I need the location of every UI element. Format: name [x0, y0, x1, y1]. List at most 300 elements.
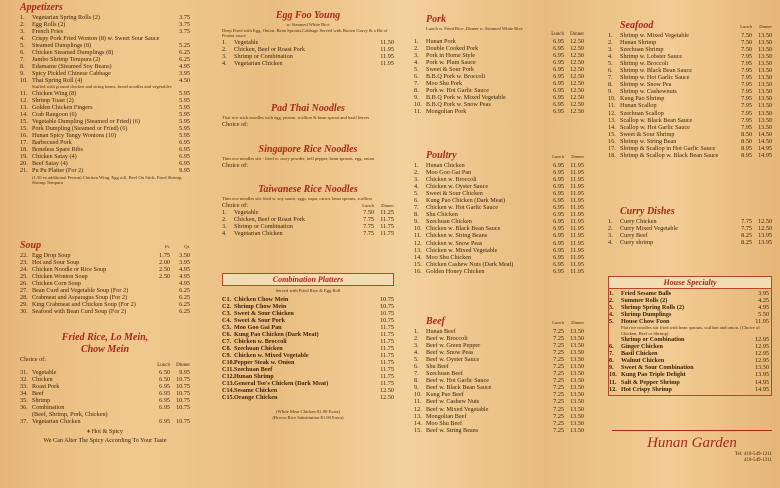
item-number: 5. — [414, 65, 419, 73]
item-name: Kung Pao Chicken (Dark Meat) — [426, 197, 506, 205]
menu-item — [609, 336, 769, 343]
menu-item — [414, 363, 584, 370]
item-price-lunch: 6.95 — [553, 162, 564, 169]
item-number: 8. — [608, 81, 613, 89]
item-price-dinner: 13.50 — [758, 81, 772, 89]
menu-item — [414, 370, 584, 377]
menu-item — [222, 387, 394, 394]
item-number: 7. — [20, 56, 25, 64]
item-price-lunch: 2.50 — [159, 266, 170, 274]
item-name: Shu Chicken — [426, 211, 458, 219]
item-price-dinner: 14.95 — [758, 151, 772, 159]
item-number: 2. — [414, 169, 419, 177]
item-name: Sweet & Sour Pork — [426, 65, 474, 73]
hot-spicy-label: Hot & Spicy — [91, 428, 123, 436]
menu-item — [414, 413, 584, 420]
item-price: 4.95 — [179, 63, 190, 71]
item-price-lunch: 6.95 — [159, 397, 170, 405]
menu-item — [20, 56, 190, 63]
item-number: 7. — [414, 204, 419, 212]
item-number: 18. — [608, 151, 616, 159]
item-name: Shrimp or Combination — [621, 336, 685, 344]
menu-item — [414, 59, 584, 66]
item-number: 13. — [20, 104, 28, 112]
item-number: 24. — [20, 266, 28, 274]
menu-item — [414, 45, 584, 52]
beef-heading: Beef — [426, 316, 445, 327]
menu-item — [608, 131, 772, 138]
menu-item — [20, 28, 190, 35]
item-price-lunch: 6.95 — [553, 86, 564, 94]
item-number: 34. — [20, 390, 28, 398]
item-name: Seafood with Bean Curd Soup (For 2) — [32, 308, 127, 316]
item-price-lunch: 6.95 — [553, 37, 564, 45]
item-name: Shrimp w. String Bean — [620, 137, 677, 145]
item-name: Boneless Spare Ribs — [32, 146, 83, 154]
item-name: Shrimp Dumplings — [621, 311, 672, 319]
item-name: Shrimp or Combination — [234, 52, 293, 60]
item-number: C3. — [222, 309, 232, 317]
item-name: Shrimp w. Snow Pea — [620, 81, 672, 89]
menu-item — [222, 209, 394, 216]
item-name: Walnut Chicken — [621, 357, 665, 365]
item-price: 3.95 — [179, 70, 190, 78]
phone-1: Tel: 410-549-1211 — [734, 452, 772, 457]
item-name: Beef w. String Beans — [426, 426, 479, 434]
item-number: 5. — [20, 42, 25, 50]
item-price-lunch: 7.50 — [363, 208, 374, 216]
item-price: 11.75 — [380, 351, 394, 359]
item-price-dinner: 12.50 — [570, 72, 584, 80]
taiwanese-list — [222, 209, 394, 237]
item-number: 4. — [608, 239, 613, 247]
menu-item — [414, 101, 584, 108]
menu-item — [609, 318, 769, 325]
item-price-dinner: 13.50 — [758, 123, 772, 131]
item-number: 1. — [608, 218, 613, 225]
menu-item — [414, 211, 584, 218]
menu-item — [414, 190, 584, 197]
item-price-dinner: 13.95 — [758, 232, 772, 240]
item-name: Pepper Steak w. Onion — [234, 358, 295, 366]
item-name: Chicken Noodle or Rice Soup — [32, 266, 107, 274]
menu-item — [20, 146, 190, 153]
item-name: Pu Pu Platter (For 2) — [32, 167, 84, 175]
item-name: Chicken w. Broccoli — [234, 337, 287, 345]
item-price-dinner: 6.25 — [179, 308, 190, 316]
item-name: Chicken, Beef or Roast Pork — [234, 45, 305, 53]
menu-item — [414, 349, 584, 356]
item-price-dinner: 11.95 — [570, 190, 584, 198]
item-price-dinner: 6.25 — [179, 294, 190, 302]
item-price-lunch: 7.25 — [553, 363, 564, 371]
menu-item — [414, 94, 584, 101]
chili-icon: ♦ — [86, 428, 91, 436]
egg-foo-young-sub: w. Steamed White Rice — [286, 22, 330, 27]
item-name: Bean Curd and Vegetable Soup (For 2) — [32, 287, 129, 295]
item-number: 8. — [414, 211, 419, 219]
item-number: 30. — [20, 308, 28, 316]
item-name: Szechuan Chicken — [426, 218, 472, 226]
item-number: 23. — [20, 259, 28, 267]
item-number: 1. — [222, 38, 227, 46]
item-name: Chicken Wing (8) — [32, 89, 77, 97]
item-price-lunch: 7.95 — [741, 60, 752, 68]
item-number: C10. — [222, 358, 235, 366]
menu-item — [609, 290, 769, 297]
menu-item — [222, 310, 394, 317]
item-number: 36. — [20, 404, 28, 412]
item-number: 6. — [414, 72, 419, 80]
item-price-lunch: 7.25 — [553, 412, 564, 420]
item-number: 28. — [20, 294, 28, 302]
menu-item — [414, 73, 584, 80]
pad-thai-choice: Choice of: — [222, 120, 248, 128]
item-name: Kung Pao Shrimp — [620, 95, 665, 103]
menu-item — [414, 328, 584, 335]
item-price-lunch: 7.95 — [741, 109, 752, 117]
item-name: Curry shrimp — [620, 239, 654, 247]
item-name: Hunan Spicy Tangy Wontons (10) — [32, 132, 117, 140]
pork-sub: Lunch w. Fried Rice, Dinner w. Steamed White Rice — [426, 26, 523, 31]
menu-item — [20, 287, 190, 294]
item-number: 15. — [20, 118, 28, 126]
menu-item — [414, 342, 584, 349]
item-name: Beef w. Hot Garlic Sauce — [426, 377, 489, 385]
item-price-dinner: 12.50 — [570, 65, 584, 73]
item-price-dinner: 13.50 — [758, 88, 772, 96]
menu-item — [20, 125, 190, 132]
item-name: Hot Crispy Shrimp — [621, 385, 672, 393]
item-price-lunch: 2.00 — [159, 259, 170, 267]
menu-item — [414, 169, 584, 176]
item-number: C7. — [222, 337, 232, 345]
item-price-dinner: 13.50 — [758, 53, 772, 61]
menu-item — [20, 280, 190, 287]
item-name: Golden Chicken Fingers — [32, 104, 93, 112]
menu-item — [608, 81, 772, 88]
egg-foo-young-section — [222, 10, 394, 67]
item-number: 11. — [414, 232, 422, 240]
menu-item — [608, 39, 772, 46]
item-name: Kung Pao Triple Delight — [621, 371, 686, 379]
item-name: Shrimp w. Black Bean Sauce — [620, 67, 692, 75]
seafood-col-dinner: Dinner — [759, 24, 772, 29]
item-price-lunch: 6.50 — [159, 369, 170, 377]
item-number: 32. — [20, 376, 28, 384]
item-price-lunch: 7.25 — [553, 356, 564, 364]
item-price: 12.50 — [380, 387, 394, 395]
item-number: 17. — [20, 139, 28, 147]
item-name: Moo Goo Gai Pan — [234, 323, 282, 331]
item-price: 12.95 — [755, 336, 769, 344]
menu-item — [222, 338, 394, 345]
menu-item — [222, 296, 394, 303]
item-name: Sweet & Sour Shrimp — [620, 130, 675, 138]
item-name: Moo Shu Pork — [426, 79, 463, 87]
item-name: Vegetarian Chicken — [234, 59, 283, 67]
menu-item — [222, 366, 394, 373]
phone-2: 410-549-1311 — [743, 458, 772, 463]
menu-item — [609, 304, 769, 311]
item-price-dinner: 14.95 — [758, 144, 772, 152]
item-number: 6. — [20, 49, 25, 57]
item-number: 26. — [20, 280, 28, 288]
menu-item — [414, 87, 584, 94]
item-number: 13. — [414, 246, 422, 254]
item-name: Chicken w. String Beans — [426, 232, 488, 240]
item-number: 4. — [222, 59, 227, 67]
item-price-dinner: 11.95 — [570, 225, 584, 233]
item-price-lunch: 7.95 — [741, 102, 752, 110]
item-number: 11. — [609, 378, 617, 386]
item-price-dinner: 11.75 — [380, 222, 394, 230]
item-number: 6. — [609, 343, 614, 351]
item-name: Combination — [32, 404, 65, 412]
item-price-lunch: 7.75 — [363, 222, 374, 230]
restaurant-name: Hunan Garden — [647, 435, 737, 451]
item-price: 12.50 — [380, 394, 394, 402]
item-price-dinner: 11.25 — [380, 208, 394, 216]
menu-item — [20, 397, 190, 404]
item-price-dinner: 13.50 — [758, 116, 772, 124]
item-price-dinner: 12.50 — [570, 86, 584, 94]
item-name: French Fries — [32, 28, 64, 36]
menu-item — [20, 369, 190, 376]
item-number: 8. — [20, 63, 25, 71]
item-price-lunch: 8.50 — [741, 137, 752, 145]
item-price-dinner: 10.75 — [176, 404, 190, 412]
item-price: 13.50 — [755, 364, 769, 372]
menu-item — [20, 294, 190, 301]
item-price-lunch: 7.95 — [741, 116, 752, 124]
seafood-heading: Seafood — [620, 20, 654, 31]
menu-item — [608, 152, 772, 159]
item-number: 22. — [20, 252, 28, 259]
item-number: 1. — [414, 162, 419, 169]
item-number: 16. — [20, 132, 28, 140]
item-price: 5.95 — [179, 97, 190, 105]
item-number: 5. — [414, 356, 419, 364]
item-name: Beef Satay (4) — [32, 160, 68, 168]
item-price-lunch: 7.25 — [553, 391, 564, 399]
item-price-dinner: 3.50 — [179, 252, 190, 259]
item-price-lunch: 7.25 — [553, 384, 564, 392]
item-number: 21. — [20, 167, 28, 175]
item-price-dinner: 13.50 — [570, 384, 584, 392]
item-price-dinner: 13.50 — [758, 67, 772, 75]
singapore-choice: Choice of: — [222, 161, 248, 169]
menu-item — [414, 268, 584, 275]
item-name: Chicken w. Snow Peas — [426, 239, 483, 247]
item-number: C13. — [222, 380, 235, 388]
item-number: 12. — [414, 405, 422, 413]
item-name: Steamed Dumplings (8) — [32, 42, 92, 50]
item-name: Chicken w. Broccoli — [426, 176, 477, 184]
item-price-lunch: 7.50 — [741, 46, 752, 54]
menu-item — [20, 111, 190, 118]
menu-item — [608, 138, 772, 145]
menu-item — [20, 35, 190, 42]
egg-foo-young-list — [222, 39, 394, 67]
menu-item — [414, 247, 584, 254]
item-name: Mongolian Beef — [426, 412, 467, 420]
fried-rice-col-lunch: Lunch — [157, 363, 170, 369]
item-name: Beef w. Black Bean Sauce — [426, 384, 492, 392]
poultry-section — [414, 150, 584, 275]
item-price-dinner: 12.50 — [570, 100, 584, 108]
item-price: 12.95 — [755, 350, 769, 358]
item-price-dinner: 13.50 — [570, 419, 584, 427]
item-name: Shrimp or Combination — [234, 222, 293, 230]
item-number: 4. — [222, 229, 227, 237]
item-number: 7. — [414, 79, 419, 87]
menu-item — [222, 60, 394, 67]
item-price-lunch: 8.25 — [741, 239, 752, 247]
item-price: 6.95 — [179, 146, 190, 154]
item-price: 11.95 — [380, 52, 394, 60]
item-name: Chicken w. Mixed Vegetable — [426, 246, 498, 254]
item-number: 5. — [609, 318, 614, 326]
item-number: 4. — [608, 53, 613, 61]
item-price: 6.95 — [179, 153, 190, 161]
item-price: 11.75 — [380, 337, 394, 345]
fried-rice-heading: Fried Rice, Lo Mein, — [61, 332, 149, 343]
menu-item — [20, 252, 190, 259]
item-number: 7. — [414, 370, 419, 378]
item-number: 1. — [609, 290, 614, 297]
item-price-lunch: 6.95 — [553, 169, 564, 177]
item-price-dinner: 12.50 — [570, 51, 584, 59]
seafood-list — [608, 32, 772, 159]
item-number: 31. — [20, 369, 28, 377]
item-name: Chicken Satay (4) — [32, 153, 77, 161]
item-number: 11. — [414, 107, 422, 115]
item-price-dinner: 11.95 — [570, 183, 584, 191]
item-price-dinner: 11.95 — [570, 169, 584, 177]
item-price-dinner: 6.25 — [179, 287, 190, 295]
item-price-lunch: 6.95 — [553, 239, 564, 247]
item-name: Sweet & Sour Pork — [234, 316, 285, 324]
item-name: Sweet & Sour Combination — [621, 364, 694, 372]
item-price-lunch: 7.95 — [741, 53, 752, 61]
item-name: Chicken w. Hot Garlic Sauce — [426, 204, 498, 212]
item-number: 27. — [20, 287, 28, 295]
item-price: 11.95 — [380, 59, 394, 67]
item-name: Beef w. Oyster Sauce — [426, 356, 480, 364]
item-price-lunch: 7.25 — [553, 405, 564, 413]
item-price-dinner: 10.75 — [176, 383, 190, 391]
item-price-lunch: 6.95 — [553, 197, 564, 205]
menu-item — [414, 335, 584, 342]
item-name: Beef w. Mixed Vegetable — [426, 405, 489, 413]
item-name: Vegetarian Chicken — [32, 418, 81, 426]
menu-item — [608, 225, 772, 232]
item-number: 7. — [608, 74, 613, 82]
item-name: Hot and Sour Soup — [32, 259, 80, 267]
menu-item — [609, 386, 769, 393]
item-price-dinner: 12.50 — [570, 93, 584, 101]
item-number: 2. — [222, 215, 227, 223]
item-number: 19. — [20, 153, 28, 161]
item-price: 3.75 — [179, 21, 190, 29]
item-price-lunch: 6.95 — [553, 225, 564, 233]
item-price-lunch: 6.50 — [159, 376, 170, 384]
menu-item — [222, 216, 394, 223]
item-price: 5.95 — [179, 104, 190, 112]
fried-rice-section — [20, 332, 190, 445]
item-name: Crabmeat and Asparagus Soup (For 2) — [32, 294, 128, 302]
menu-item — [222, 380, 394, 387]
item-number: 12. — [414, 239, 422, 247]
combination-heading: Combination Platters — [222, 273, 394, 286]
item-number: 10. — [414, 391, 422, 399]
item-number: 10. — [414, 100, 422, 108]
menu-item — [20, 153, 190, 160]
menu-item — [20, 376, 190, 383]
menu-item — [608, 117, 772, 124]
taiwanese-col-dinner: Dinner — [381, 202, 394, 208]
item-price-lunch: 7.25 — [553, 377, 564, 385]
menu-item — [608, 145, 772, 152]
item-price-dinner: 12.50 — [570, 44, 584, 52]
menu-item — [414, 398, 584, 405]
soup-heading: Soup — [20, 240, 42, 251]
item-number: 13. — [608, 116, 616, 124]
item-price-lunch: 6.95 — [553, 218, 564, 226]
item-number: C5. — [222, 323, 232, 331]
white-meat-note: (White Meat Chicken $1.00 Extra) — [276, 409, 340, 415]
menu-item — [414, 254, 584, 261]
menu-item — [222, 352, 394, 359]
item-name: Shrimp w. Mixed Vegetable — [620, 32, 689, 39]
menu-item — [222, 303, 394, 310]
item-price-dinner: 12.50 — [758, 225, 772, 233]
item-price-dinner: 11.95 — [570, 232, 584, 240]
item-price-dinner: 13.50 — [758, 95, 772, 103]
item-name: Vegetable — [32, 369, 57, 377]
menu-item — [222, 373, 394, 380]
soup-section — [20, 240, 190, 315]
item-number: 2. — [608, 225, 613, 233]
menu-item — [609, 371, 769, 378]
item-number: 9. — [414, 218, 419, 226]
item-name: Chicken Corn Soup — [32, 280, 81, 288]
menu-item — [608, 53, 772, 60]
singapore-heading: Singapore Rice Noodles — [258, 144, 358, 155]
pork-section — [414, 14, 584, 115]
item-name: Barbecued Pork — [32, 139, 72, 147]
item-name: Salt & Pepper Shrimp — [621, 378, 680, 386]
item-number: 2. — [222, 45, 227, 53]
menu-item — [414, 406, 584, 413]
pork-list — [414, 38, 584, 116]
item-number: 6. — [414, 363, 419, 371]
menu-item — [20, 70, 190, 77]
item-number: 17. — [608, 144, 616, 152]
egg-foo-young-heading: Egg Foo Young — [275, 10, 341, 21]
item-number: 2. — [608, 39, 613, 47]
item-price: 9.95 — [179, 167, 190, 175]
item-price-dinner: 11.95 — [570, 260, 584, 268]
item-name: Beef w. Snow Peas — [426, 349, 474, 357]
item-price-lunch: 6.95 — [553, 100, 564, 108]
item-name: Vegetable — [234, 208, 259, 216]
menu-item — [20, 273, 190, 280]
fried-rice-list — [20, 369, 190, 425]
item-price-dinner: 11.95 — [570, 211, 584, 219]
item-name: Chicken Steamed Dumplings (8) — [32, 49, 114, 57]
